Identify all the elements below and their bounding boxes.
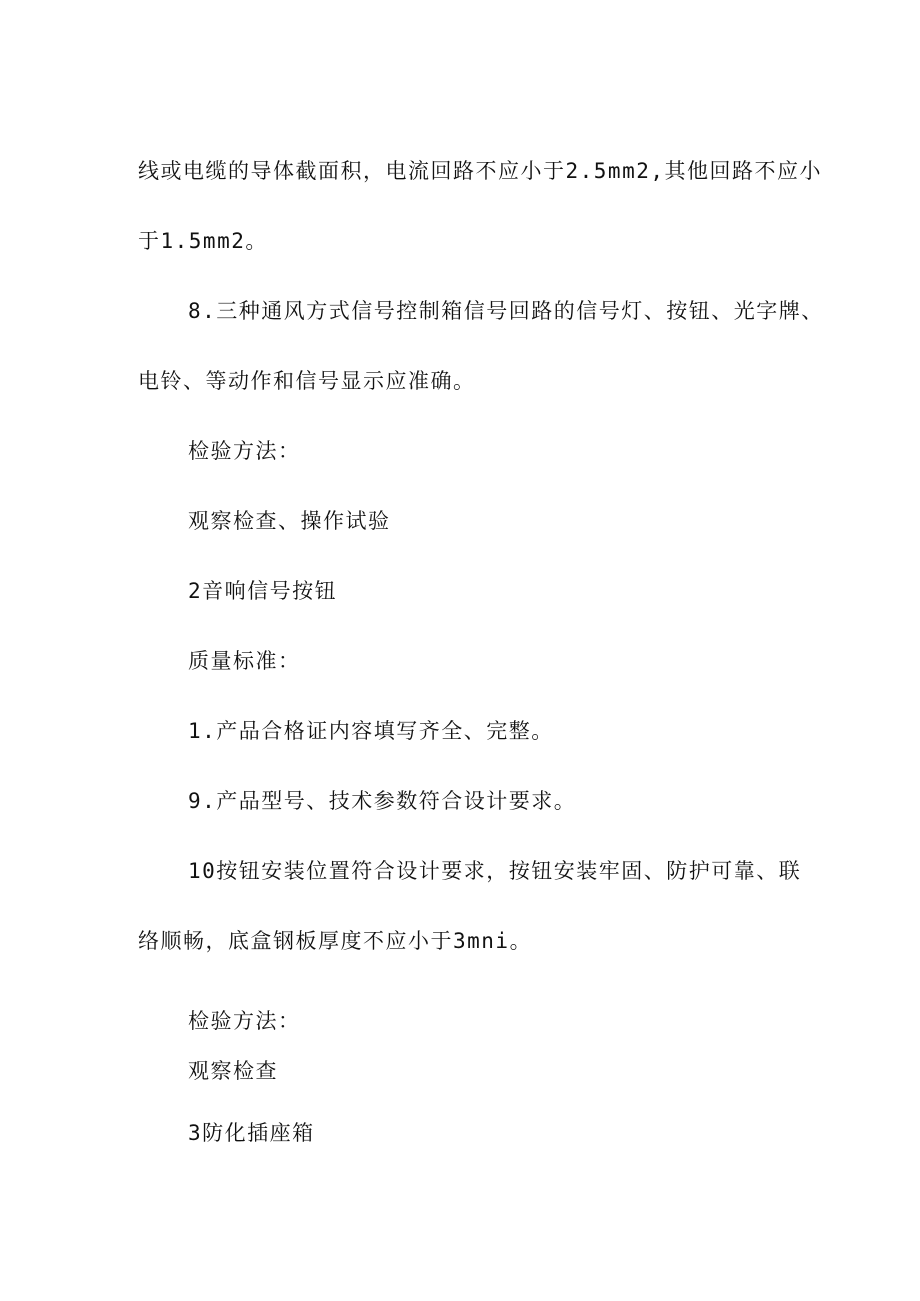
text-line-item-9: 9.产品型号、技术参数符合设计要求。	[188, 789, 577, 813]
section-heading-sound-signal-button: 2音响信号按钮	[188, 579, 338, 603]
text-line-inspection-method-2: 观察检查	[188, 1059, 278, 1083]
section-heading-chemical-socket-box: 3防化插座箱	[188, 1121, 315, 1145]
text-line-item-8: 8.三种通风方式信号控制箱信号回路的信号灯、按钮、光字牌、	[188, 299, 824, 323]
text-line-item-10: 10按钮安装位置符合设计要求，按钮安装牢固、防护可靠、联	[188, 859, 802, 883]
text-line-item-8-cont: 电铃、等动作和信号显示应准确。	[138, 369, 476, 393]
text-line-conductor-section: 线或电缆的导体截面积，电流回路不应小于2.5mm2,其他回路不应小	[138, 159, 822, 183]
text-line-item-1: 1.产品合格证内容填写齐全、完整。	[188, 719, 554, 743]
text-line-inspection-method: 观察检查、操作试验	[188, 509, 391, 533]
text-line-inspection-method-heading: 检验方法：	[188, 439, 301, 463]
text-line-quality-standard-heading: 质量标准：	[188, 649, 301, 673]
text-line-conductor-section-cont: 于1.5mm2。	[138, 229, 268, 253]
text-line-inspection-method-heading-2: 检验方法：	[188, 1009, 301, 1033]
text-line-item-10-cont: 络顺畅，底盒钢板厚度不应小于3mni。	[138, 929, 533, 953]
